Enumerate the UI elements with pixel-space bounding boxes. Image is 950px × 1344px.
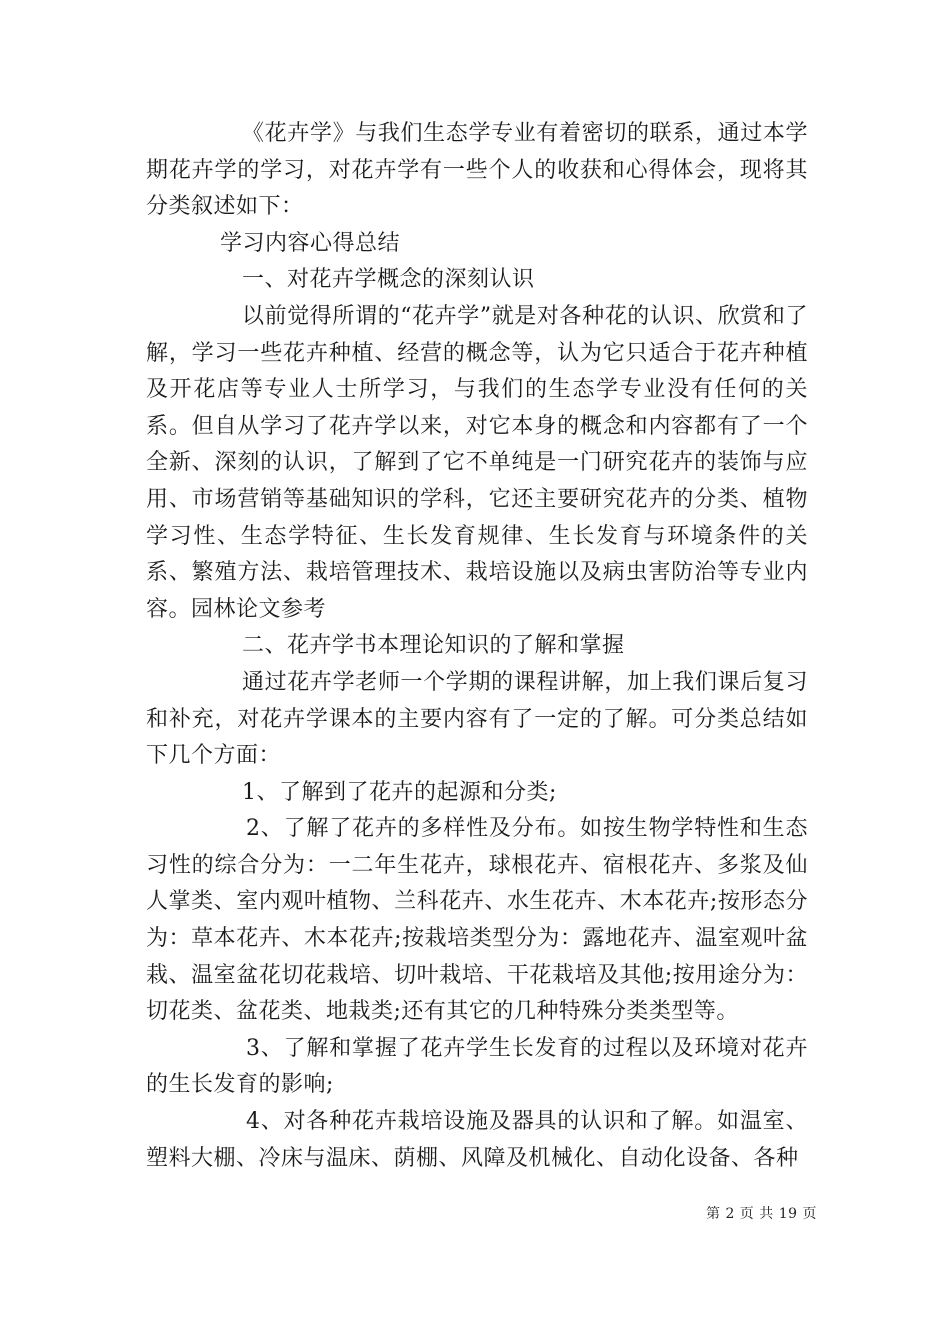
- section-title: 学习内容心得总结: [220, 230, 401, 256]
- heading-two: 二、花卉学书本理论知识的了解和掌握: [242, 633, 625, 659]
- intro-paragraph: 《花卉学》与我们生态学专业有着密切的联系，通过本学期花卉学的学习，对花卉学有一些个人的收获和心得体会，现将其分类叙述如下：: [146, 121, 808, 220]
- document-body: [146, 116, 808, 1177]
- list-item-2: 2、了解了花卉的多样性及分布。如按生物学特性和生态习性的综合分为：一二年生花卉，球根花卉、宿根花卉、多浆及仙人掌类、室内观叶植物、兰科花卉、水生花卉、木本花卉;按形态分为：草本花卉、木本花卉;按栽培类型分为：露地花卉、温室观叶盆栽、温室盆花切花栽培、切叶栽培、干花栽培及其他;按用途分为：切花类、盆花类、地栽类;还有其它的几种特殊分类类型等。: [146, 816, 808, 1025]
- concept-paragraph: 以前觉得所谓的“花卉学”就是对各种花的认识、欣赏和了解，学习一些花卉种植、经营的概念等，认为它只适合于花卉种植及开花店等专业人士所学习，与我们的生态学专业没有任何的关系。但自从学习了花卉学以来，对它本身的概念和内容都有了一个全新、深刻的认识，了解到了它不单纯是一门研究花卉的装饰与应用、市场营销等基础知识的学科，它还主要研究花卉的分类、植物学习性、生态学特征、生长发育规律、生长发育与环境条件的关系、繁殖方法、栽培管理技术、栽培设施以及病虫害防治等专业内容。园林论文参考: [146, 303, 808, 622]
- list-item-4: 4、对各种花卉栽培设施及器具的认识和了解。如温室、塑料大棚、冷床与温床、荫棚、风障及机械化、自动化设备、各种: [146, 1109, 808, 1171]
- page-number-footer: 第 2 页 共 19 页: [706, 1206, 817, 1222]
- list-item-3: 3、了解和掌握了花卉学生长发育的过程以及环境对花卉的生长发育的影响;: [146, 1035, 808, 1098]
- knowledge-paragraph: 通过花卉学老师一个学期的课程讲解，加上我们课后复习和补充，对花卉学课本的主要内容有了一定的了解。可分类总结如下几个方面：: [146, 669, 808, 769]
- heading-one: 一、对花卉学概念的深刻认识: [242, 267, 535, 293]
- list-item-1: 1、了解到了花卉的起源和分类;: [242, 779, 557, 805]
